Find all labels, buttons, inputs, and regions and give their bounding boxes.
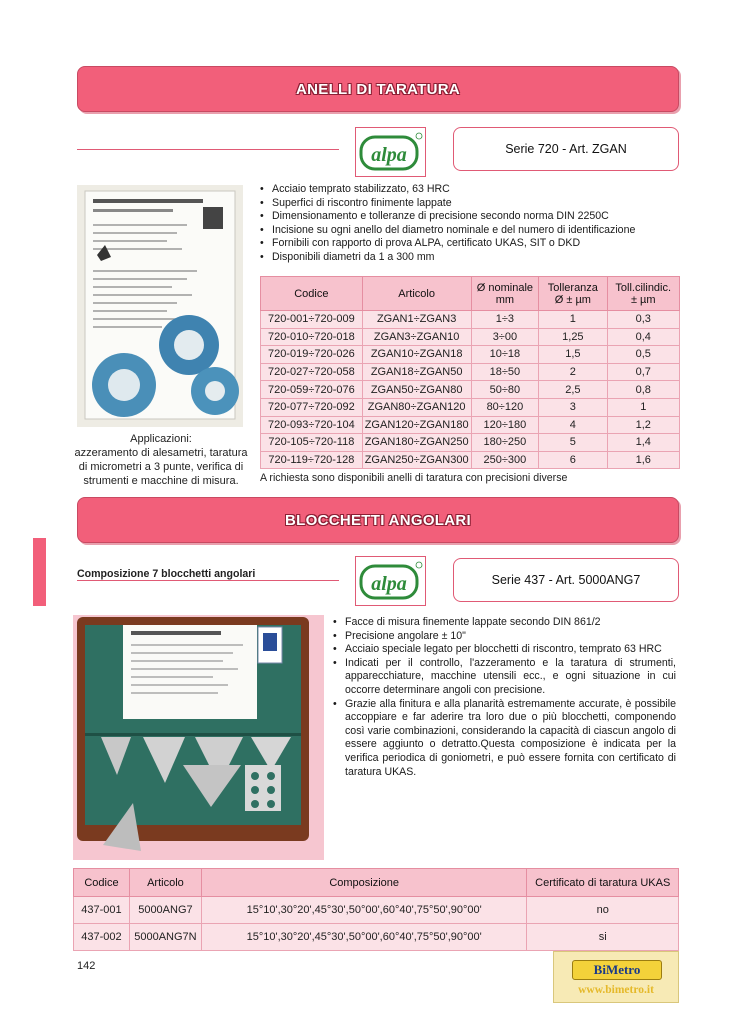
table-cell: 1: [607, 398, 680, 416]
column-header-articolo: Articolo: [129, 869, 201, 897]
angle-blocks-photo: [73, 615, 324, 860]
feature-item: • Acciaio temprato stabilizzato, 63 HRC: [260, 183, 680, 197]
table-header-row: [261, 277, 680, 311]
table-cell: 120÷180: [471, 416, 539, 434]
table-cell: 720-001÷720-009: [261, 311, 363, 329]
table-cell: 1: [539, 311, 607, 329]
table-cell: ZGAN18÷ZGAN50: [362, 363, 471, 381]
column-header-tolleranza: Tolleranza Ø ± µm: [539, 277, 607, 311]
table-cell: 1,25: [539, 328, 607, 346]
column-header-codice: Codice: [74, 869, 130, 897]
table-cell: ZGAN10÷ZGAN18: [362, 346, 471, 364]
table-cell: ZGAN50÷ZGAN80: [362, 381, 471, 399]
table-cell: 250÷300: [471, 451, 539, 469]
table-cell: 80÷120: [471, 398, 539, 416]
series-label: Serie 437 - Art. 5000ANG7: [491, 573, 641, 587]
feature-item: • Grazie alla finitura e alla planarità estremamente accurate, è possibile accoppiare e far aderire tra loro due o più blocchetti, componendo così varie combinazioni, considerando la capacità di ciascun angolo di essere aggiunto o detratto.Questa composizione è indicata per la verifica periodica di goniometri, e può essere fornita con certificato di taratura UKAS.: [333, 698, 676, 780]
table-cell: 1,2: [607, 416, 680, 434]
table-cell: 437-001: [74, 897, 130, 924]
table-row: [74, 897, 679, 924]
feature-item: • Acciaio speciale legato per blocchetti di riscontro, temprato 63 HRC: [333, 643, 676, 657]
caption-line: strumenti e macchine di misura.: [83, 475, 239, 487]
table-cell: 0,7: [607, 363, 680, 381]
table-cell: ZGAN1÷ZGAN3: [362, 311, 471, 329]
table-cell: 5000ANG7N: [129, 924, 201, 951]
alpa-logo-icon: [359, 131, 423, 173]
table-cell: 720-027÷720-058: [261, 363, 363, 381]
divider-line: [77, 149, 339, 150]
table-cell: 1,6: [607, 451, 680, 469]
column-header-articolo: Articolo: [362, 277, 471, 311]
divider-line: [77, 580, 339, 581]
table-cell: 720-093÷720-104: [261, 416, 363, 434]
table-row: [261, 381, 680, 399]
section-header-blocchetti: [77, 497, 679, 543]
certificate-photo-icon: [77, 185, 243, 427]
table-header-row: [74, 869, 679, 897]
caption-line: Applicazioni:: [130, 433, 192, 445]
composition-subtitle: Composizione 7 blocchetti angolari: [77, 568, 256, 580]
logo-text: alpa: [370, 573, 407, 595]
feature-item: • Disponibili diametri da 1 a 300 mm: [260, 251, 680, 265]
column-header-codice: Codice: [261, 277, 363, 311]
table-cell: 15°10',30°20',45°30',50°00',60°40',75°50',90°00': [201, 924, 527, 951]
series-box-437: [453, 558, 679, 602]
table-cell: 1,4: [607, 434, 680, 452]
table-cell: 1÷3: [471, 311, 539, 329]
feature-item: • Indicati per il controllo, l'azzeramento e la taratura di strumenti, apparecchiature, macchine utensili ecc., e ogni situazione in cui occorre determinare angoli con precisione.: [333, 657, 676, 698]
table-row: [74, 924, 679, 951]
feature-item: • Precisione angolare ± 10": [333, 630, 676, 644]
table-cell: 5000ANG7: [129, 897, 201, 924]
table-cell: ZGAN3÷ZGAN10: [362, 328, 471, 346]
table-cell: 720-119÷720-128: [261, 451, 363, 469]
bimetro-logo: [572, 960, 662, 980]
table-cell: no: [527, 897, 679, 924]
table-cell: 0,8: [607, 381, 680, 399]
table-cell: 720-105÷720-118: [261, 434, 363, 452]
table-cell: 15°10',30°20',45°30',50°00',60°40',75°50',90°00': [201, 897, 527, 924]
bimetro-brand: BiMetro: [593, 962, 641, 977]
applications-caption: [73, 432, 249, 488]
certificate-rings-photo: [77, 185, 243, 427]
series-label: Serie 720 - Art. ZGAN: [505, 142, 627, 156]
table-cell: 2: [539, 363, 607, 381]
table-cell: ZGAN120÷ZGAN180: [362, 416, 471, 434]
table-cell: 720-059÷720-076: [261, 381, 363, 399]
section-title: BLOCCHETTI ANGOLARI: [285, 511, 471, 529]
caption-line: azzeramento di alesametri, taratura: [74, 447, 248, 459]
feature-item: • Dimensionamento e tolleranze di precisione secondo norma DIN 2250C: [260, 210, 680, 224]
table-cell: 6: [539, 451, 607, 469]
bimetro-stamp[interactable]: [553, 951, 679, 1003]
column-header-toll-cilindrica: Toll.cilindic. ± µm: [607, 277, 680, 311]
table-row: [261, 416, 680, 434]
table-cell: 50÷80: [471, 381, 539, 399]
page-number: 142: [77, 960, 96, 972]
column-header-composizione: Composizione: [201, 869, 527, 897]
logo-text: alpa: [370, 144, 407, 166]
table-cell: 18÷50: [471, 363, 539, 381]
features-list-blocchetti: [333, 616, 676, 779]
table-cell: 5: [539, 434, 607, 452]
bimetro-url-link[interactable]: www.bimetro.it: [578, 984, 654, 996]
series-box-720: [453, 127, 679, 171]
table-cell: 437-002: [74, 924, 130, 951]
feature-item: • Incisione su ogni anello del diametro nominale e del numero di identificazione: [260, 224, 680, 238]
table-row: [261, 346, 680, 364]
alpa-logo: [355, 127, 426, 177]
side-tab-marker: [33, 538, 46, 606]
table-cell: ZGAN80÷ZGAN120: [362, 398, 471, 416]
feature-item: • Superfici di riscontro finimente lappate: [260, 197, 680, 211]
table-cell: 720-077÷720-092: [261, 398, 363, 416]
rings-spec-table: [260, 276, 680, 469]
table-cell: 2,5: [539, 381, 607, 399]
table-cell: 720-019÷720-026: [261, 346, 363, 364]
caption-line: di micrometri a 3 punte, verifica di: [78, 461, 244, 473]
feature-item: • Facce di misura finemente lappate secondo DIN 861/2: [333, 616, 676, 630]
column-header-diametro: Ø nominale mm: [471, 277, 539, 311]
table-row: [261, 398, 680, 416]
table-cell: 720-010÷720-018: [261, 328, 363, 346]
alpa-logo: [355, 556, 426, 606]
table-cell: si: [527, 924, 679, 951]
angle-blocks-photo-icon: [73, 615, 324, 860]
table-cell: 0,5: [607, 346, 680, 364]
table-cell: 180÷250: [471, 434, 539, 452]
table-row: [261, 328, 680, 346]
angle-blocks-table: [73, 868, 679, 951]
features-list-anelli: [260, 183, 680, 265]
section-header-anelli: [77, 66, 679, 112]
section-title: ANELLI DI TARATURA: [296, 80, 460, 98]
column-header-certificato: Certificato di taratura UKAS: [527, 869, 679, 897]
feature-item: • Fornibili con rapporto di prova ALPA, certificato UKAS, SIT o DKD: [260, 237, 680, 251]
alpa-logo-icon: [359, 560, 423, 602]
table-cell: 4: [539, 416, 607, 434]
table-cell: 0,4: [607, 328, 680, 346]
table-cell: ZGAN250÷ZGAN300: [362, 451, 471, 469]
table-cell: 3÷00: [471, 328, 539, 346]
precision-note: A richiesta sono disponibili anelli di taratura con precisioni diverse: [260, 472, 568, 484]
table-cell: ZGAN180÷ZGAN250: [362, 434, 471, 452]
table-row: [261, 434, 680, 452]
table-cell: 3: [539, 398, 607, 416]
table-cell: 0,3: [607, 311, 680, 329]
table-row: [261, 311, 680, 329]
table-cell: 1,5: [539, 346, 607, 364]
table-row: [261, 363, 680, 381]
table-row: [261, 451, 680, 469]
table-cell: 10÷18: [471, 346, 539, 364]
